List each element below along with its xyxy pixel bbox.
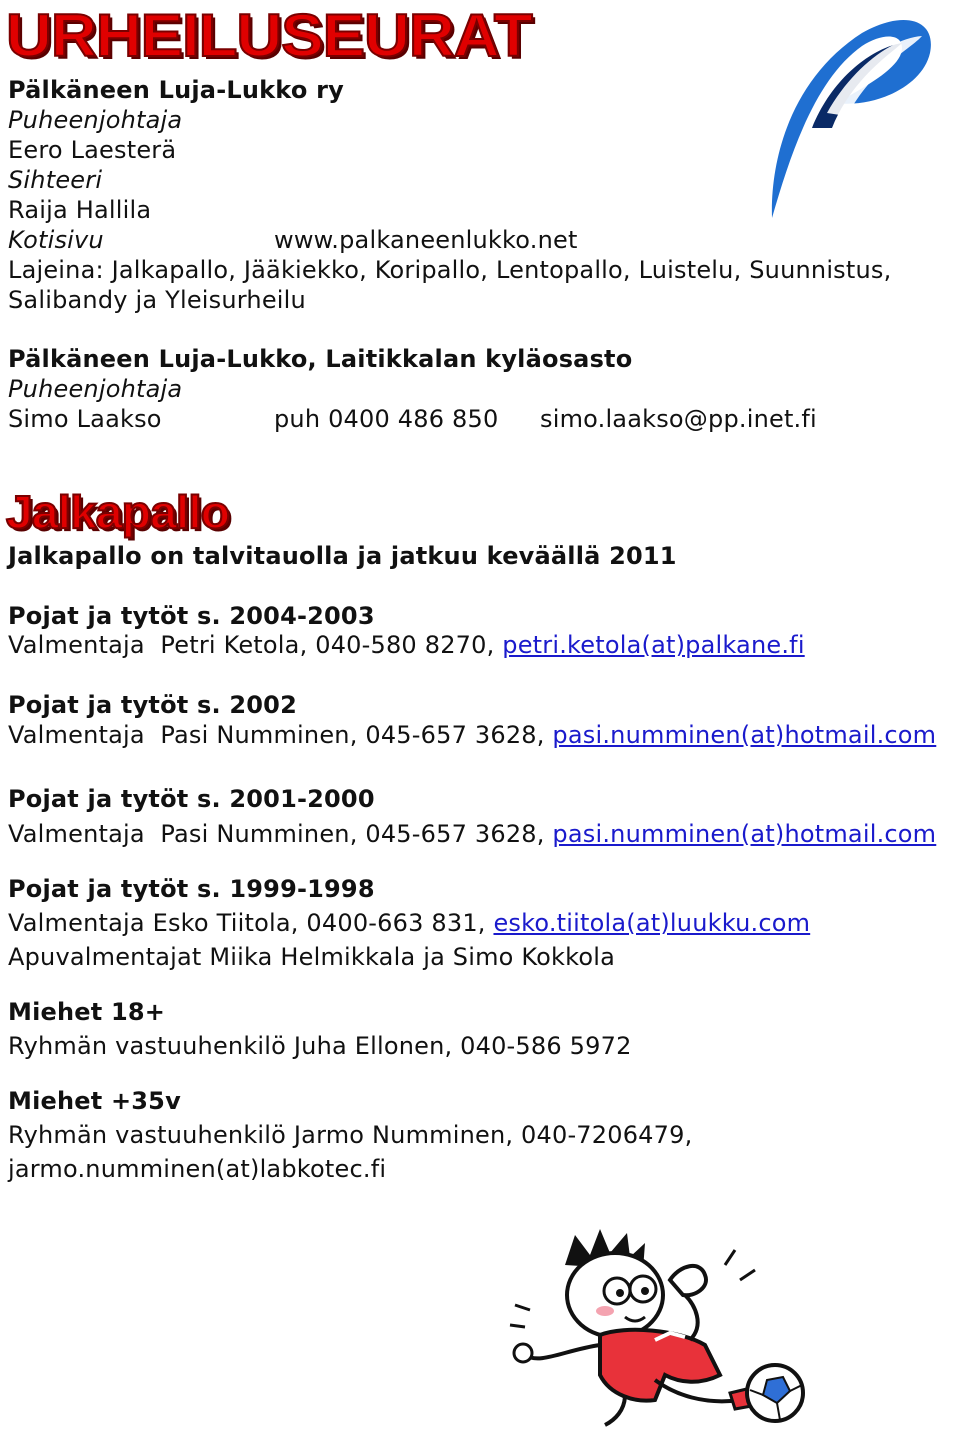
group-coach: Valmentaja Pasi Numminen, 045-657 3628, bbox=[8, 820, 553, 848]
group-coach-row bbox=[8, 819, 936, 849]
club2-chair-name: Simo Laakso bbox=[8, 405, 162, 433]
coach-email-link[interactable]: petri.ketola(at)palkane.fi bbox=[502, 631, 805, 659]
group-coach: Valmentaja Petri Ketola, 040-580 8270, bbox=[8, 631, 503, 659]
club1-sports-line1: Lajeina: Jalkapallo, Jääkiekko, Koripallo, Lentopallo, Luistelu, Suunnistus, bbox=[8, 256, 892, 284]
club1-name: Pälkäneen Luja-Lukko ry bbox=[8, 76, 344, 104]
group-coach: Valmentaja Pasi Numminen, 045-657 3628, bbox=[8, 721, 553, 749]
coach-email-link[interactable]: pasi.numminen(at)hotmail.com bbox=[552, 721, 937, 749]
group-heading: Pojat ja tytöt s. 2002 bbox=[8, 691, 297, 719]
club1-homepage-row bbox=[8, 225, 908, 255]
coach-email-link[interactable]: pasi.numminen(at)hotmail.com bbox=[552, 820, 937, 848]
club1-home-label: Kotisivu bbox=[8, 226, 104, 254]
group-assistants: Apuvalmentajat Miika Helmikkala ja Simo Kokkola bbox=[8, 943, 616, 971]
page-title: URHEILUSEURAT bbox=[6, 2, 532, 69]
club1-sports-line2: Salibandy ja Yleisurheilu bbox=[8, 286, 306, 314]
group-coach-row bbox=[8, 720, 936, 750]
club1-secretary-label: Sihteeri bbox=[8, 166, 103, 194]
group-coach-row bbox=[8, 630, 805, 660]
group-heading: Pojat ja tytöt s. 2004-2003 bbox=[8, 602, 375, 630]
section-title-jalkapallo: Jalkapallo bbox=[6, 486, 230, 538]
group-contact-email: jarmo.numminen(at)labkotec.fi bbox=[8, 1155, 387, 1183]
club1-chair-name: Eero Laesterä bbox=[8, 136, 177, 164]
football-notice: Jalkapallo on talvitauolla ja jatkuu keväällä 2011 bbox=[8, 542, 677, 570]
group-heading: Pojat ja tytöt s. 1999-1998 bbox=[8, 875, 375, 903]
group-contact: Ryhmän vastuuhenkilö Juha Ellonen, 040-586 5972 bbox=[8, 1032, 632, 1060]
group-heading: Miehet 18+ bbox=[8, 998, 166, 1026]
group-contact: Ryhmän vastuuhenkilö Jarmo Numminen, 040-7206479, bbox=[8, 1121, 693, 1149]
club-logo-icon bbox=[752, 8, 942, 228]
club2-name: Pälkäneen Luja-Lukko, Laitikkalan kyläosasto bbox=[8, 345, 633, 373]
group-heading: Miehet +35v bbox=[8, 1087, 181, 1115]
coach-email-link[interactable]: esko.tiitola(at)luukku.com bbox=[493, 909, 811, 937]
group-coach: Valmentaja Esko Tiitola, 0400-663 831, bbox=[8, 909, 494, 937]
club1-home-url[interactable]: www.palkaneenlukko.net bbox=[274, 226, 578, 254]
club2-chair-label: Puheenjohtaja bbox=[8, 375, 183, 403]
club1-secretary-name: Raija Hallila bbox=[8, 196, 152, 224]
group-coach-row bbox=[8, 908, 810, 938]
club1-chair-label: Puheenjohtaja bbox=[8, 106, 183, 134]
football-player-illustration bbox=[505, 1225, 815, 1430]
group-heading: Pojat ja tytöt s. 2001-2000 bbox=[8, 785, 375, 813]
club2-contact-row bbox=[8, 404, 948, 434]
club2-email[interactable]: simo.laakso@pp.inet.fi bbox=[540, 405, 817, 433]
club2-phone: puh 0400 486 850 bbox=[274, 405, 499, 433]
